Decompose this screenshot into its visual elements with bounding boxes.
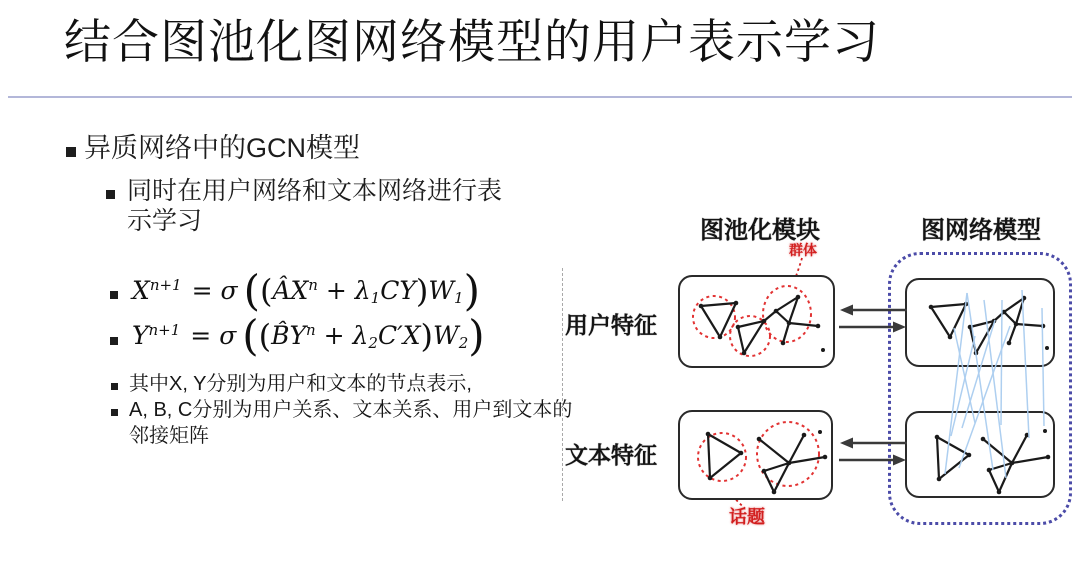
bullet-square-icon (66, 147, 76, 157)
diagram-row-text-features: 文本特征 (565, 442, 657, 468)
formula-subscript: 2 (458, 334, 469, 352)
formula-x-update (132, 266, 480, 315)
bullet-square-icon (110, 337, 118, 345)
note-abc-definition: A, B, C分别为用户关系、文本关系、用户到文本的邻接矩阵 (129, 399, 573, 447)
formula-exponent: n (308, 276, 318, 294)
bullet-square-icon (106, 190, 115, 199)
formula-term: ÂX (272, 276, 309, 305)
diagram-header-gnn: 图网络模型 (921, 217, 1041, 244)
formula-subscript: 2 (368, 334, 378, 352)
title-divider (8, 96, 1072, 98)
formula-subscript: 1 (370, 289, 381, 307)
user-graph (907, 280, 1052, 364)
bullet-square-icon (110, 291, 118, 299)
formula-term: + λ (317, 276, 371, 305)
pooling-user-box (678, 275, 835, 368)
formula-relation: = σ (191, 276, 238, 305)
formula-exponent: n (306, 321, 316, 339)
formula-y-update (132, 311, 485, 360)
formula-exponent: n+1 (149, 276, 182, 294)
paren: ) (415, 272, 429, 310)
paren: ) (468, 311, 485, 360)
gnn-text-box (905, 411, 1055, 498)
user-graph-with-clusters (680, 277, 832, 365)
gnn-user-box (905, 278, 1055, 367)
formula-lhs: X (132, 276, 150, 305)
formula-term: C′X (377, 321, 421, 350)
formula-lhs: Y (132, 321, 149, 350)
note-xy-definition: 其中X, Y分别为用户和文本的节点表示, (129, 373, 472, 395)
bullet-square-icon (111, 383, 118, 390)
paren: ) (463, 266, 480, 315)
text-graph (907, 413, 1052, 495)
diagram-header-pooling: 图池化模块 (700, 217, 820, 244)
page-title: 结合图池化图网络模型的用户表示学习 (64, 15, 880, 70)
paren: ( (258, 317, 272, 355)
formula-term: W (433, 321, 459, 350)
bullet-square-icon (111, 409, 118, 416)
heading-gcn-model: 异质网络中的GCN模型 (84, 133, 360, 163)
formula-term: B̂Y (271, 321, 307, 350)
formula-term: W (428, 276, 455, 305)
paren: ( (259, 272, 273, 310)
text-graph-with-clusters (680, 412, 830, 497)
paren: ( (242, 311, 259, 360)
paren: ( (243, 266, 260, 315)
formula-exponent: n+1 (148, 321, 181, 339)
sub-point-text: 同时在用户网络和文本网络进行表示学习 (127, 177, 503, 235)
pooling-text-box (678, 410, 833, 500)
diagram-left-dashed-line (562, 268, 563, 501)
formula-relation: = σ (190, 321, 237, 350)
annotation-community-label: 群体 (789, 242, 817, 258)
paren: ) (420, 317, 434, 355)
formula-term: + λ (315, 321, 369, 350)
formula-subscript: 1 (454, 289, 464, 307)
annotation-topic-label: 话题 (729, 507, 765, 527)
formula-term: CY (380, 276, 416, 305)
diagram-row-user-features: 用户特征 (565, 312, 657, 338)
